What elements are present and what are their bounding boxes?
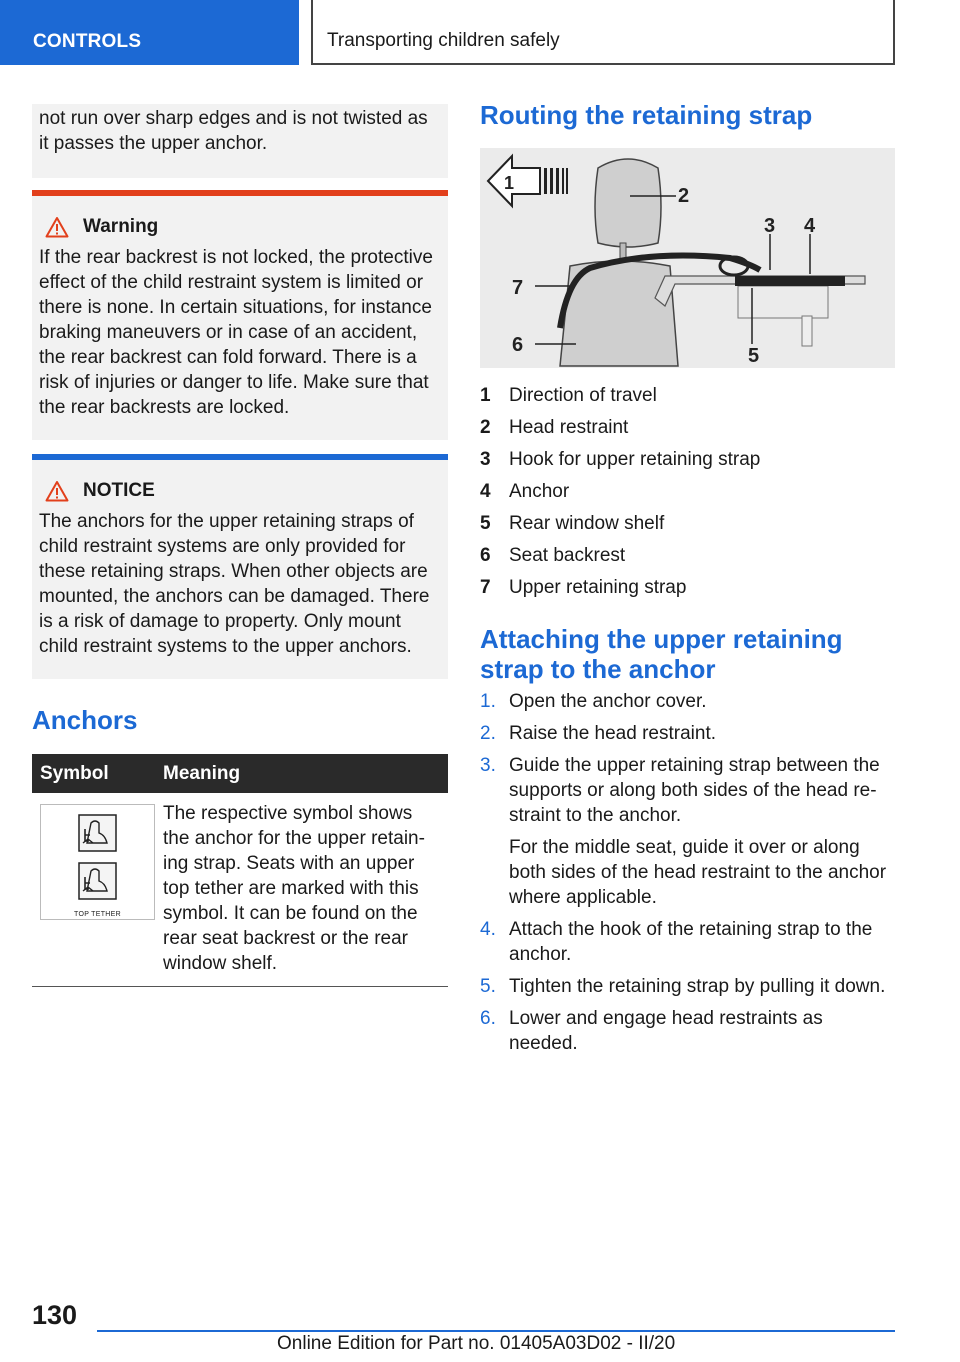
warning-title: Warning	[83, 216, 159, 237]
routing-heading: Routing the retaining strap	[480, 100, 813, 130]
attach-heading: Attaching the upper retaining strap to the anchor	[480, 624, 843, 684]
notice-triangle-icon	[45, 480, 69, 502]
list-item	[480, 572, 895, 604]
warning-header	[39, 216, 440, 238]
warning-box	[32, 190, 448, 440]
left-column	[32, 104, 448, 987]
figure-label-6: 6	[512, 334, 524, 356]
list-item	[480, 444, 895, 476]
notice-title: NOTICE	[83, 480, 155, 501]
list-item	[480, 917, 895, 967]
legend-num: 2	[480, 417, 491, 438]
legend-text: Seat backrest	[509, 545, 626, 566]
table-row	[32, 793, 448, 987]
step-text: Attach the hook of the retaining strap to the anchor.	[509, 919, 873, 965]
step-text: Raise the head restraint.	[509, 723, 717, 744]
page-number: 130	[32, 1300, 78, 1330]
top-tether-caption: TOP TETHER	[74, 911, 121, 918]
figure-label-5: 5	[748, 345, 760, 367]
step-number: 1.	[480, 691, 496, 712]
warning-triangle-icon	[45, 216, 69, 238]
legend-num: 3	[480, 449, 491, 470]
page-title: Transporting children safely	[311, 0, 895, 65]
legend-text: Rear window shelf	[509, 513, 665, 534]
figure-label-2: 2	[678, 185, 690, 207]
legend-num: 1	[480, 385, 491, 406]
notice-text: The anchors for the upper retaining straps of child restraint systems are only provided for these retaining straps. When other objects are mounted, the anchors can be damaged. There is a risk of damage to property. Only mount child restraint systems to the upper anchors.	[39, 511, 430, 657]
section-tab: CONTROLS	[0, 0, 299, 65]
meaning-cell: The respective symbol shows the anchor for the upper retain-ing strap. Seats with an upper top tether are marked with this symbol. It can be found on the rear seat backrest or the rear window shelf.	[155, 793, 448, 987]
step-subtext: For the middle seat, guide it over or along both sides of the head restraint to the anchor where applicable.	[509, 837, 887, 908]
legend-num: 7	[480, 577, 491, 598]
column-meaning: Meaning	[155, 754, 448, 793]
step-text: Open the anchor cover.	[509, 691, 707, 712]
symbol-table	[32, 754, 448, 987]
list-item	[480, 974, 895, 999]
legend-text: Head restraint	[509, 417, 629, 438]
top-tether-symbol	[40, 804, 155, 920]
legend-text: Hook for upper retaining strap	[509, 449, 761, 470]
legend-num: 4	[480, 481, 491, 502]
continued-note-text: not run over sharp edges and is not twisted as it passes the upper anchor.	[39, 108, 428, 154]
attach-steps	[480, 689, 895, 1056]
list-item	[480, 721, 895, 746]
list-item	[480, 412, 895, 444]
figure-label-7: 7	[512, 277, 524, 299]
legend-num: 5	[480, 513, 491, 534]
column-symbol: Symbol	[32, 754, 155, 793]
step-text: Lower and engage head restraints as needed.	[509, 1008, 823, 1054]
step-number: 6.	[480, 1008, 496, 1029]
notice-box	[32, 454, 448, 679]
legend-text: Anchor	[509, 481, 570, 502]
legend-text: Direction of travel	[509, 385, 657, 406]
right-column	[480, 100, 895, 1063]
figure-legend	[480, 380, 895, 604]
continued-note	[32, 104, 448, 178]
list-item	[480, 689, 895, 714]
figure-label-4: 4	[804, 215, 816, 237]
step-text: Tighten the retaining strap by pulling it down.	[509, 976, 886, 997]
footer-edition: Online Edition for Part no. 01405A03D02 - II/20	[277, 1333, 676, 1354]
list-item	[480, 476, 895, 508]
footer-divider	[97, 1330, 895, 1332]
list-item	[480, 753, 895, 910]
figure-label-1: 1	[504, 173, 515, 193]
list-item	[480, 380, 895, 412]
strap-routing-diagram	[480, 148, 895, 368]
symbol-table-header	[32, 754, 448, 793]
step-number: 4.	[480, 919, 496, 940]
list-item	[480, 540, 895, 572]
warning-text: If the rear backrest is not locked, the protective effect of the child restraint system is limited or there is none. In certain situations, for instance braking maneuvers or in case of an accident, the rear backrest can fold forward. There is a risk of injuries or danger to life. Make sure that the rear backrests are locked.	[39, 247, 433, 418]
notice-header	[39, 480, 440, 502]
legend-num: 6	[480, 545, 491, 566]
list-item	[480, 1006, 895, 1056]
step-number: 5.	[480, 976, 496, 997]
anchors-heading: Anchors	[32, 705, 138, 735]
list-item	[480, 508, 895, 540]
step-number: 2.	[480, 723, 496, 744]
step-text: Guide the upper retaining strap between the supports or along both sides of the head re-straint to the anchor.	[509, 755, 880, 826]
step-content	[509, 753, 895, 910]
step-number: 3.	[480, 755, 496, 776]
figure-label-3: 3	[764, 215, 776, 237]
symbol-cell	[32, 793, 155, 987]
legend-text: Upper retaining strap	[509, 577, 687, 598]
strap-routing-figure	[480, 148, 895, 368]
